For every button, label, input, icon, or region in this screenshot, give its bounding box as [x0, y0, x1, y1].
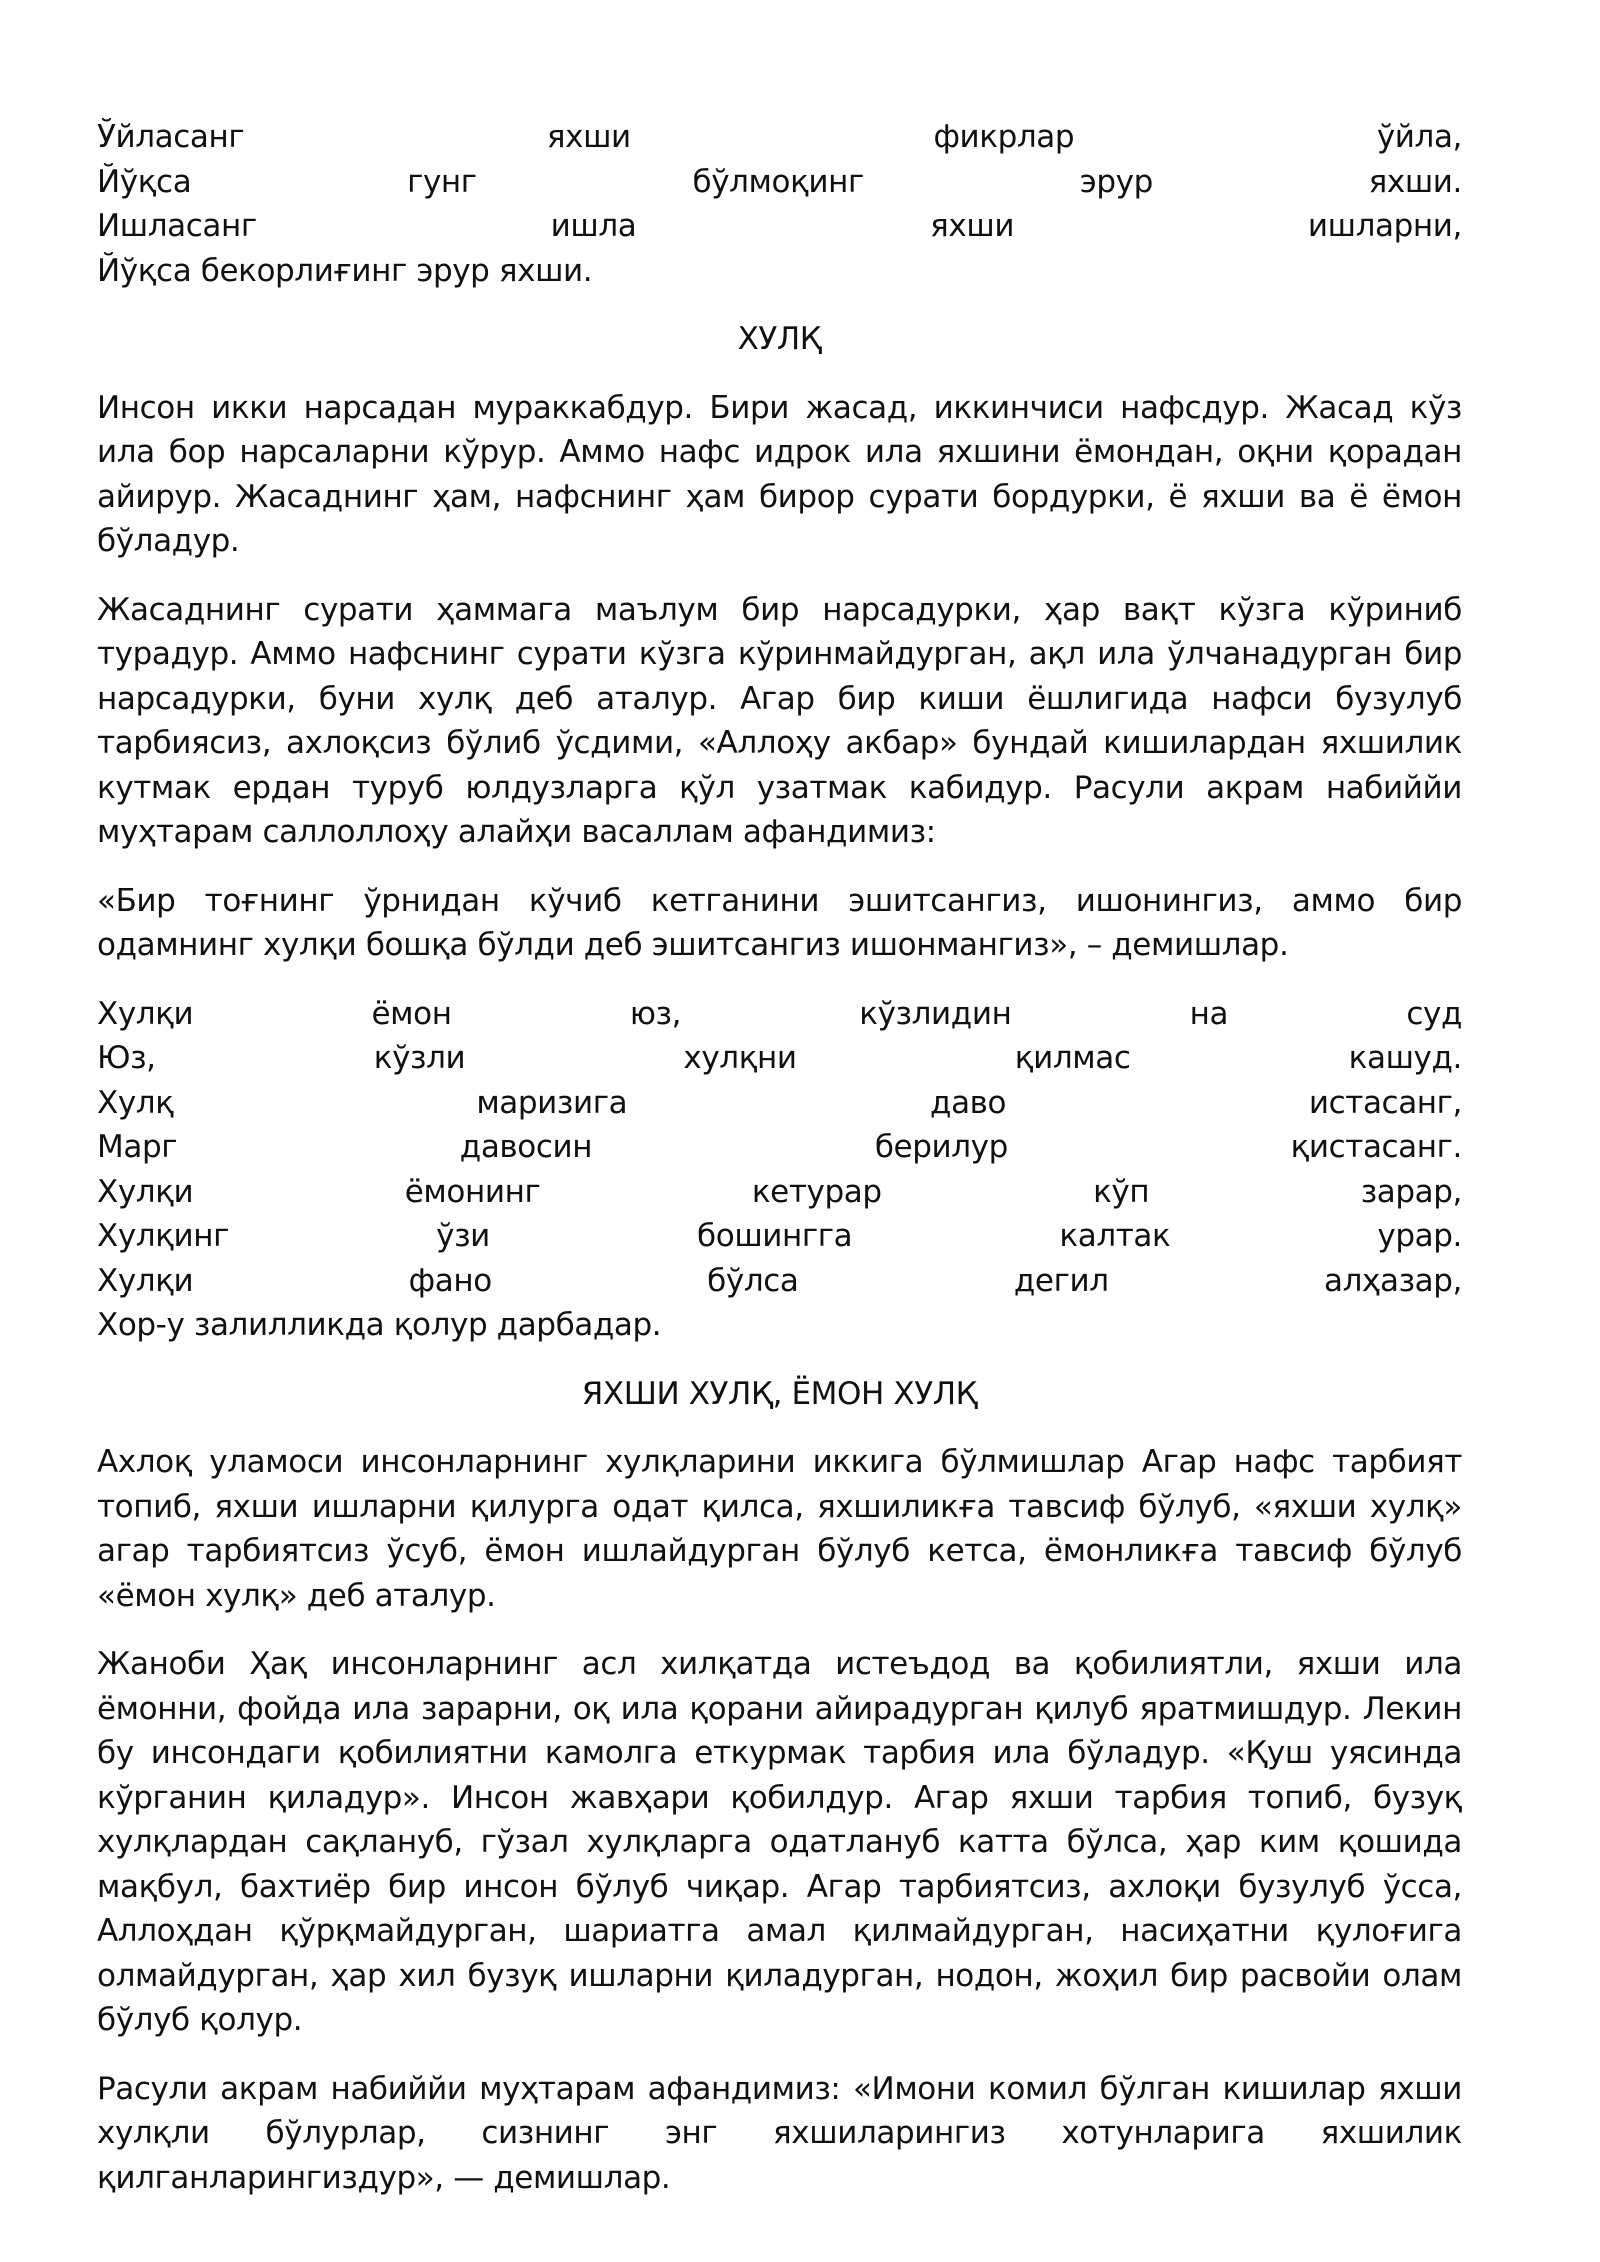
poem-stanza	[97, 992, 1462, 1348]
body-paragraph: «Бир тоғнинг ўрнидан кўчиб кетганини эшитсангиз, ишонингиз, аммо бир одамнинг хулқи бошқа бўлди деб эшитсангиз ишонмангиз», – демишлар.	[97, 882, 1462, 963]
poem-line: Йўқса гунг бўлмоқинг эрур яхши.	[97, 163, 1462, 200]
section-heading: ХУЛҚ	[737, 321, 822, 357]
poem-line: Ўйласанг яхши фикрлар ўйла,	[97, 119, 1462, 155]
poem-line: Хулқи ёмон юз, кўзлидин на суд	[97, 995, 1462, 1032]
poem-line: Ишласанг ишла яхши ишларни,	[97, 208, 1462, 244]
poem-line: Хор-у залилликда қолур дарбадар.	[97, 1307, 662, 1343]
poem-line: Хулқинг ўзи бошингга калтак урар.	[97, 1218, 1462, 1254]
body-paragraph: Жаноби Ҳақ инсонларнинг асл хилқатда истеъдод ва қобилиятли, яхши ила ёмонни, фойда ила зарарни, оқ ила қорани айирадурган қилуб яратмишдур. Лекин бу инсондаги қобилиятни камолга еткурмак тарбия ила бўладур. «Қуш уясинда кўрганин қиладур». Инсон жавҳари қобилдур. Агар яхши тарбия топиб, бузуқ хулқлардан сақлануб, гўзал хулқларга одатлануб катта бўлса, ҳар ким қошида мақбул, бахтиёр бир инсон бўлуб чиқар. Агар тарбиятсиз, ахлоқи бузулуб ўсса, Аллоҳдан қўрқмайдурган, шариатга амал қилмайдурган, насиҳатни қулоғига олмайдурган, ҳар хил бузуқ ишларни қиладурган, нодон, жоҳил бир расвойи олам бўлуб қолур.	[97, 1646, 1462, 2038]
body-paragraph: Ахлоқ уламоси инсонларнинг хулқларини иккига бўлмишлар Агар нафс тарбият топиб, яхши ишларни қилурга одат қилса, яхшиликға тавсиф бўлуб, «яхши хулқ» агар тарбиятсиз ўсуб, ёмон ишлайдурган бўлуб кетса, ёмонликға тавсиф бўлуб «ёмон хулқ» деб аталур.	[97, 1444, 1462, 1614]
poem-line: Юз, кўзли хулқни қилмас кашуд.	[97, 1040, 1462, 1076]
body-paragraph: Расули акрам набиййи муҳтарам афандимиз: «Имони комил бўлган кишилар яхши хулқли бўлурлар, сизнинг энг яхшиларингиз хотунларига яхшилик қилганларингиздур», — демишлар.	[97, 2070, 1462, 2196]
section-heading: ЯХШИ ХУЛҚ, ЁМОН ХУЛҚ	[581, 1375, 978, 1412]
body-paragraph: Инсон икки нарсадан мураккабдур. Бири жасад, иккинчиси нафсдур. Жасад кўз ила бор нарсаларни кўрур. Аммо нафс идрок ила яхшини ёмондан, оқни қорадан айирур. Жасаднинг ҳам, нафснинг ҳам бирор сурати бордурки, ё яхши ва ё ёмон бўладур.	[97, 389, 1462, 559]
poem-line: Йўқса бекорлиғинг эрур яхши.	[97, 252, 593, 289]
document-page	[97, 115, 1462, 2224]
poem-stanza	[97, 115, 1462, 293]
poem-line: Хулқ маризига даво истасанг,	[97, 1084, 1462, 1121]
body-paragraph: Жасаднинг сурати ҳаммага маълум бир нарсадурки, ҳар вақт кўзга кўриниб турадур. Аммо нафснинг сурати кўзга кўринмайдурган, ақл ила ўлчанадурган бир нарсадурки, буни хулқ деб аталур. Агар бир киши ёшлигида нафси бузулуб тарбиясиз, ахлоқсиз бўлиб ўсдими, «Аллоҳу акбар» бундай кишилардан яхшилик кутмак ердан туруб юлдузларга қўл узатмак кабидур. Расули акрам набиййи муҳтарам саллоллоҳу алайҳи васаллам афандимиз:	[97, 591, 1462, 850]
poem-line: Хулқи ёмонинг кетурар кўп зарар,	[97, 1173, 1462, 1210]
poem-line: Хулқи фано бўлса дегил алҳазар,	[97, 1262, 1462, 1299]
poem-line: Марг давосин берилур қистасанг.	[97, 1129, 1462, 1165]
